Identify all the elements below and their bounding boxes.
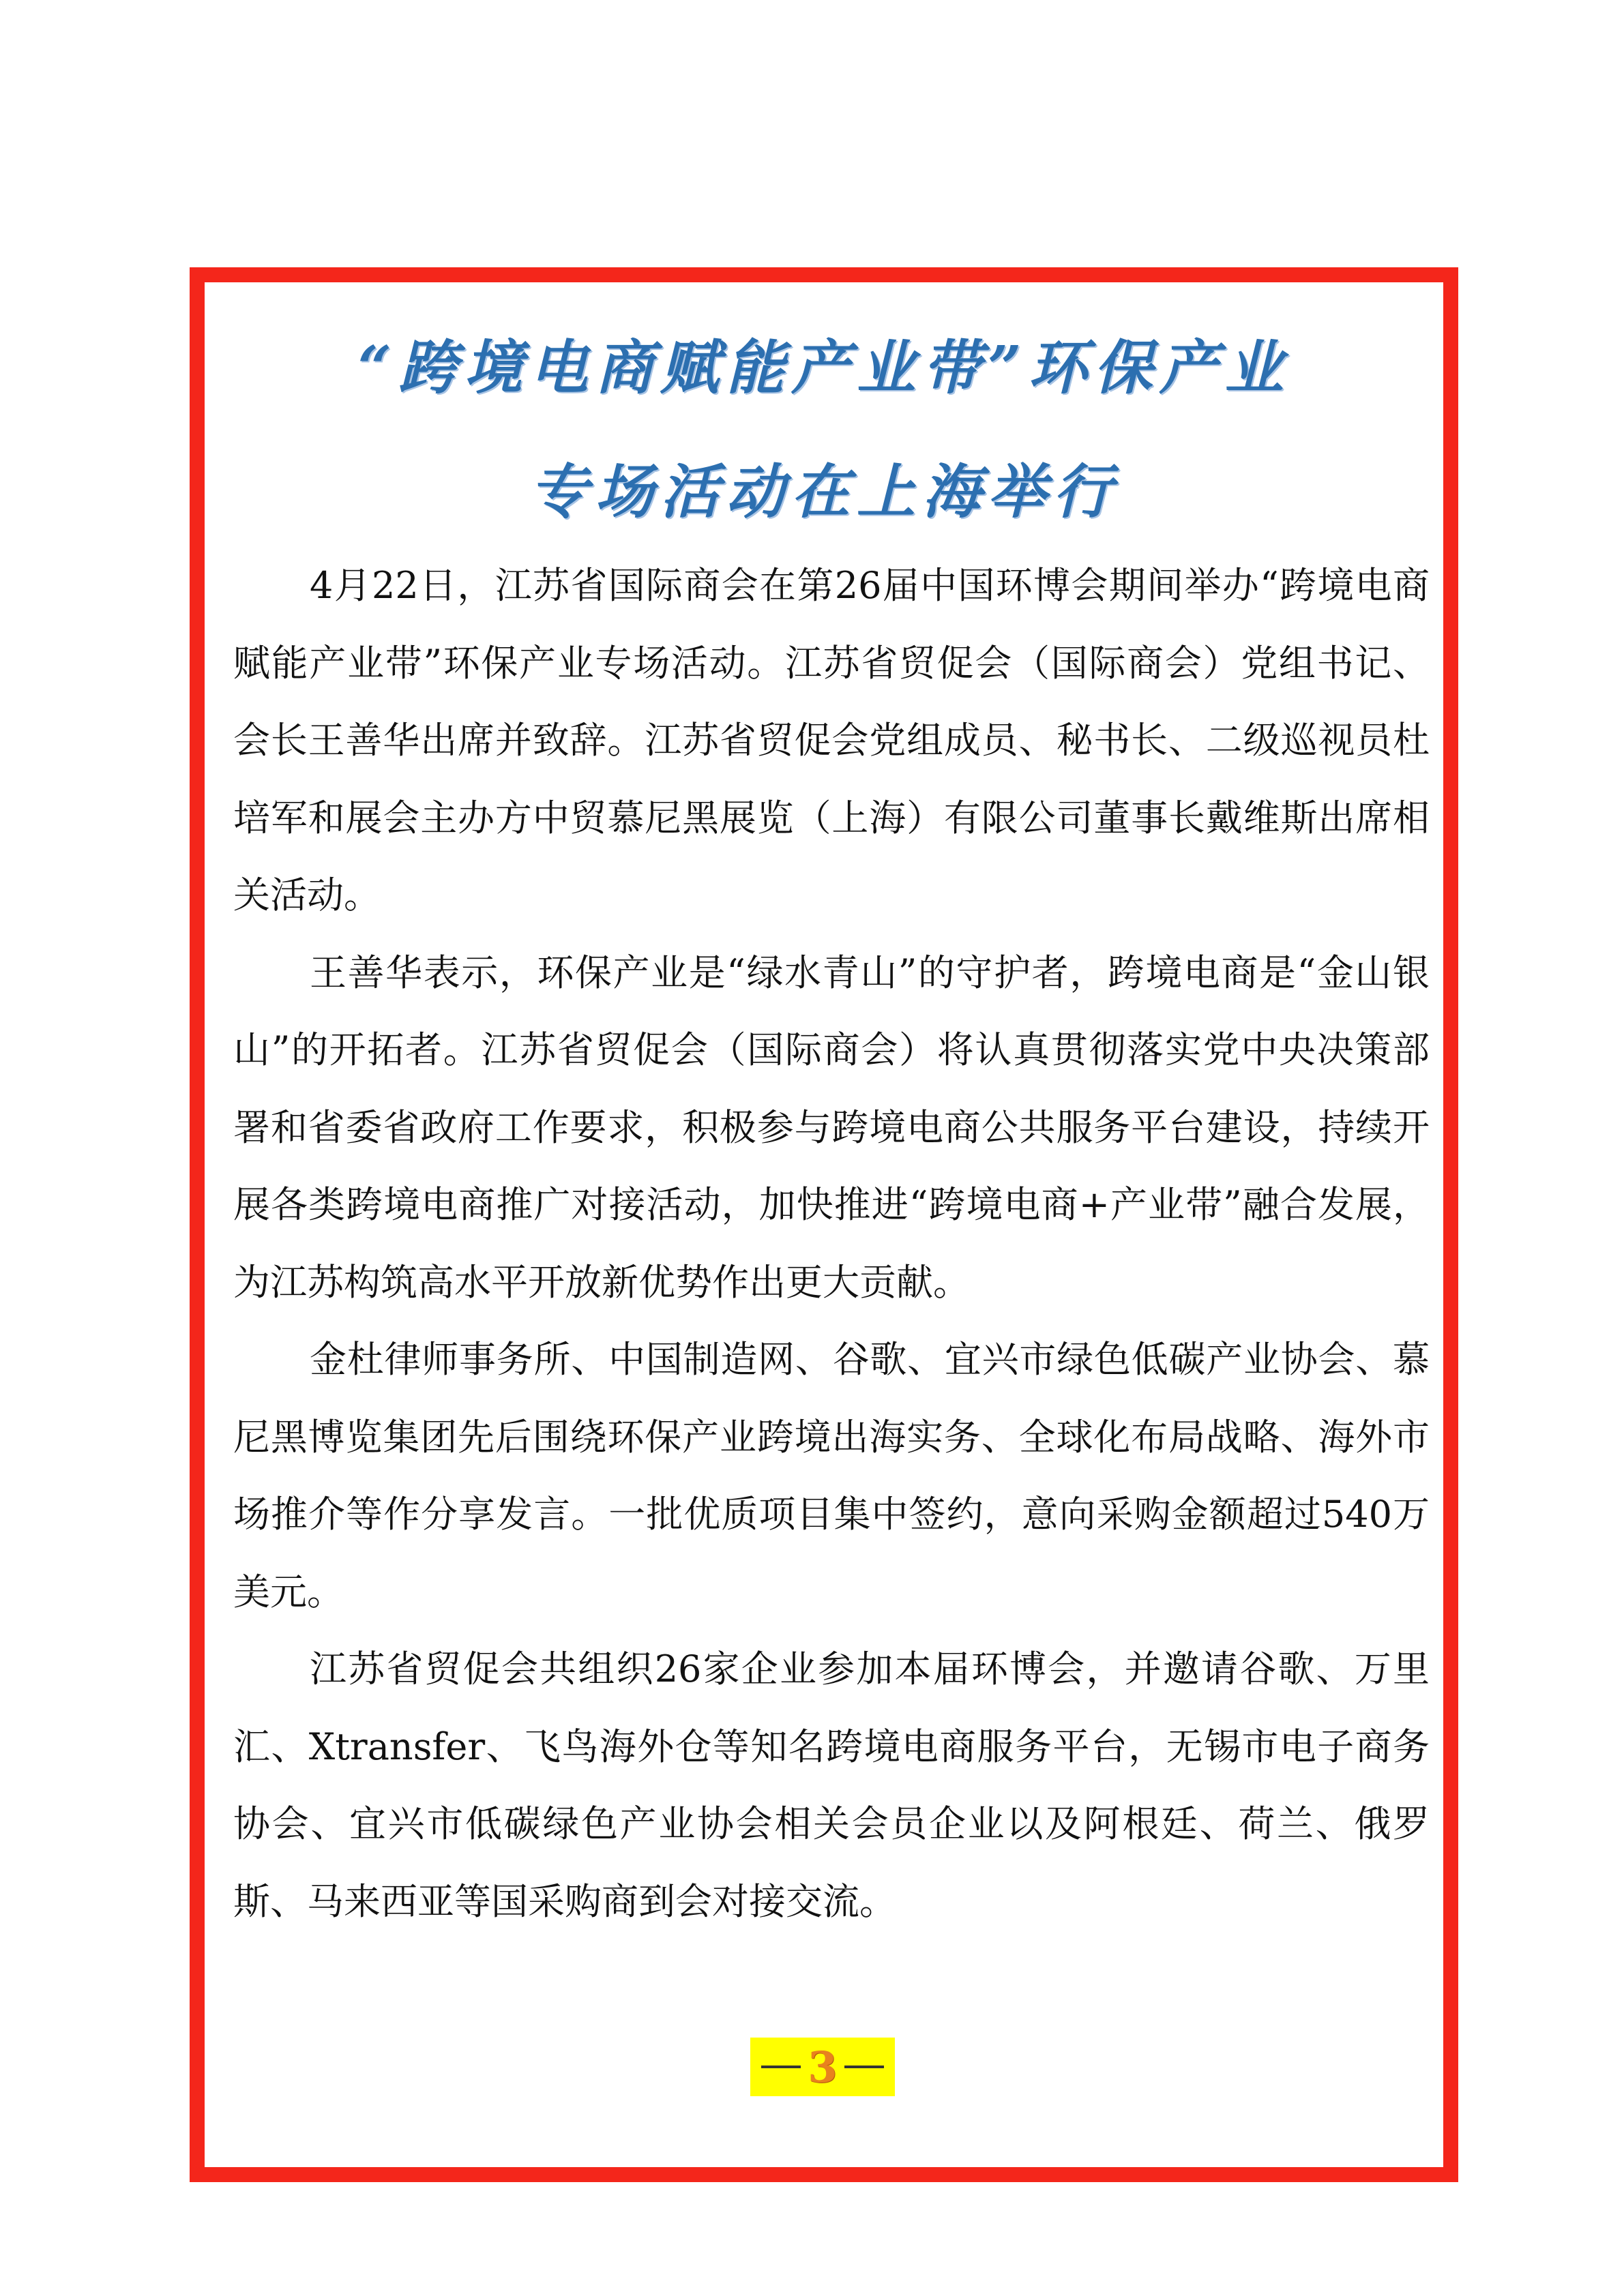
page-number-badge <box>750 2038 895 2096</box>
paragraph-1: 4月22日，江苏省国际商会在第26届中国环博会期间举办“跨境电商赋能产业带”环保产业专场活动。江苏省贸促会（国际商会）党组书记、会长王善华出席并致辞。江苏省贸促会党组成员、秘书长、二级巡视员杜培军和展会主办方中贸慕尼黑展览（上海）有限公司董事长戴维斯出席相关活动。 <box>233 564 1430 916</box>
article-body <box>233 547 1430 1940</box>
paragraph-3: 金杜律师事务所、中国制造网、谷歌、宜兴市绿色低碳产业协会、慕尼黑博览集团先后围绕环保产业跨境出海实务、全球化布局战略、海外市场推介等作分享发言。一批优质项目集中签约，意向采购金额超过540万美元。 <box>233 1338 1430 1613</box>
headline-line-1: “跨境电商赋能产业带”环保产业 <box>357 333 1290 402</box>
left-dash <box>761 2066 801 2068</box>
paragraph-4: 江苏省贸促会共组织26家企业参加本届环博会，并邀请谷歌、万里汇、Xtransfer、飞鸟海外仓等知名跨境电商服务平台，无锡市电子商务协会、宜兴市低碳绿色产业协会相关会员企业以及阿根廷、荷兰、俄罗斯、马来西亚等国采购商到会对接交流。 <box>233 1648 1430 1923</box>
paragraph-2: 王善华表示，环保产业是“绿水青山”的守护者，跨境电商是“金山银山”的开拓者。江苏省贸促会（国际商会）将认真贯彻落实党中央决策部署和省委省政府工作要求，积极参与跨境电商公共服务平台建设，持续开展各类跨境电商推广对接活动，加快推进“跨境电商+产业带”融合发展，为江苏构筑高水平开放新优势作出更大贡献。 <box>233 951 1430 1304</box>
page-number: 3 <box>808 2042 838 2092</box>
right-dash <box>844 2066 884 2068</box>
page-frame <box>190 267 1458 2182</box>
headline-line-2: 专场活动在上海举行 <box>529 458 1119 526</box>
